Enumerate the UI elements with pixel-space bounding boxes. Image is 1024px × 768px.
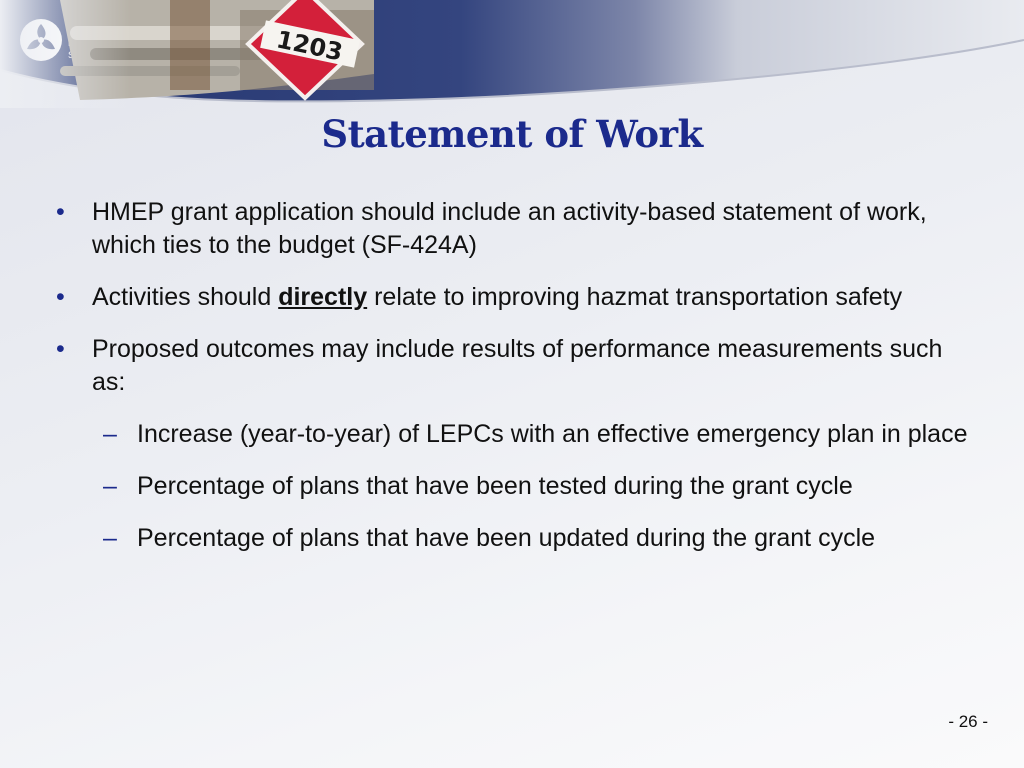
bullet-text-start: Activities should [92, 283, 279, 311]
bullet-marker: • [56, 283, 65, 311]
bullet-marker: • [56, 335, 65, 363]
bullet-item-activities [52, 281, 972, 314]
sub-bullet-item-plans-tested [52, 470, 972, 503]
hazmat-header-photo [0, 0, 374, 108]
bullet-text: HMEP grant application should include an activity-based statement of work, which ties to the budget (SF-424A) [92, 198, 927, 259]
sub-bullet-item-plans-updated [52, 522, 972, 555]
sub-bullet-marker: – [103, 472, 117, 500]
sub-bullet-text: Percentage of plans that have been updated during the grant cycle [137, 524, 876, 552]
sub-bullet-text: Percentage of plans that have been tested during the grant cycle [137, 472, 853, 500]
slide-body [52, 196, 972, 574]
slide-header [0, 0, 1024, 108]
sub-bullet-item-lepc-increase [52, 418, 972, 451]
bullet-text: Proposed outcomes may include results of performance measurements such as: [92, 335, 943, 396]
sub-bullet-marker: – [103, 420, 117, 448]
bullet-marker: • [56, 198, 65, 226]
page-number: - 26 - [948, 712, 988, 731]
sub-bullet-marker: – [103, 524, 117, 552]
bullet-item-grant-application [52, 196, 972, 262]
sub-bullet-text: Increase (year-to-year) of LEPCs with an effective emergency plan in place [137, 420, 968, 448]
slide-title: Statement of Work [321, 112, 703, 156]
emphasis-text: directly [278, 283, 368, 311]
bullet-item-proposed-outcomes [52, 333, 972, 399]
bullet-text-end: relate to improving hazmat transportation safety [367, 283, 903, 311]
